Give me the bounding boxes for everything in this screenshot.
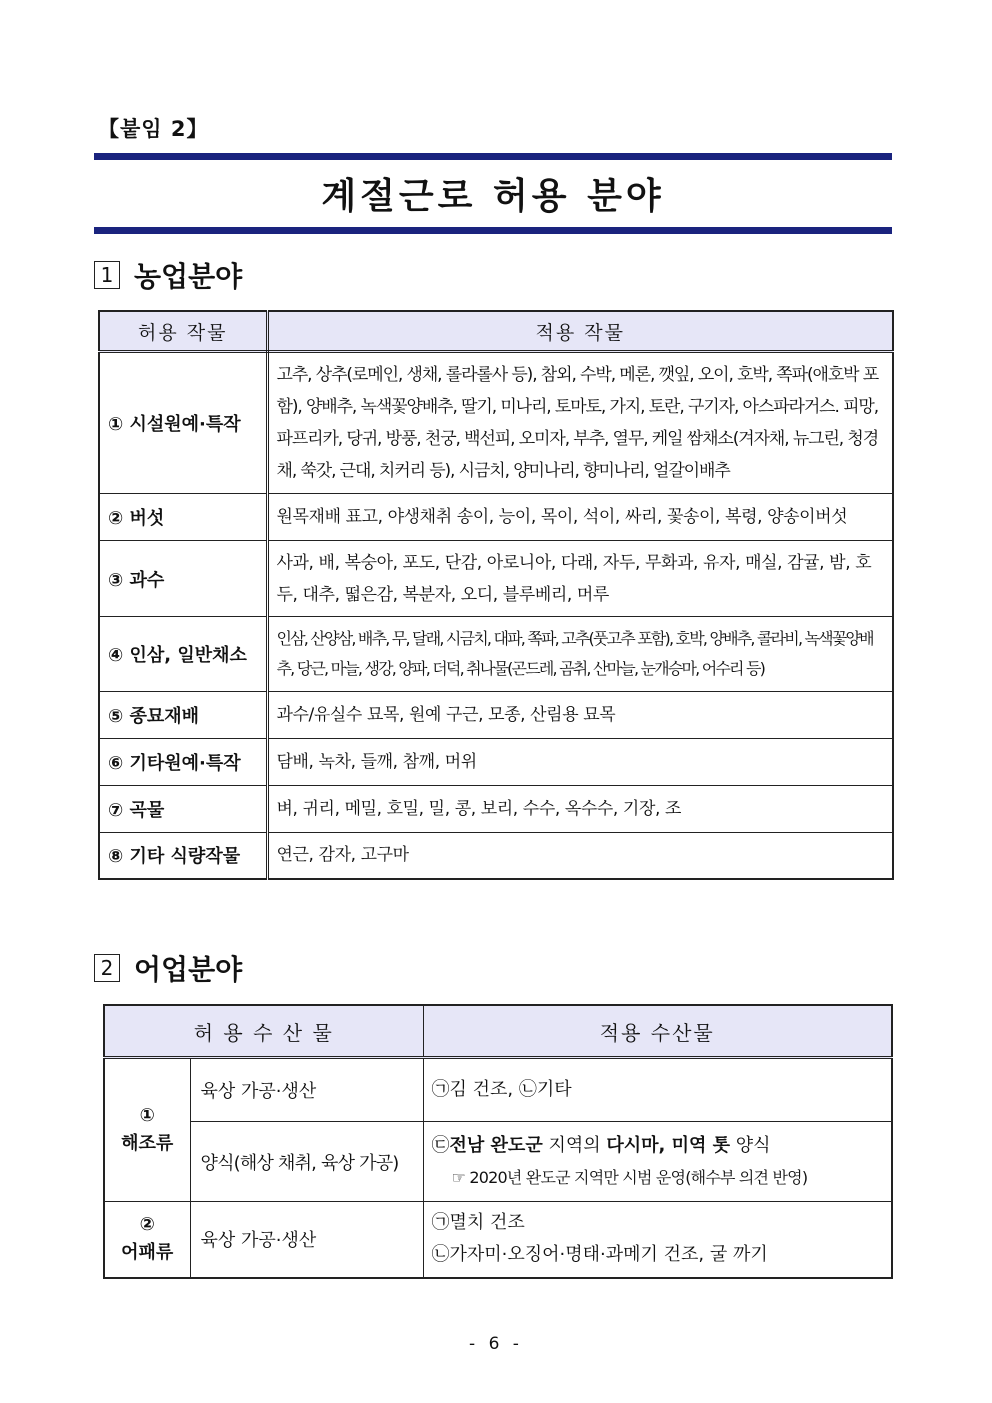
subcategory-cell: 양식(해상 채취, 육상 가공) <box>190 1122 423 1202</box>
group-cell-seaweed <box>104 1058 190 1202</box>
section-number-box: 1 <box>94 261 120 289</box>
table-row <box>99 692 893 739</box>
region-name: 전남 완도군 <box>449 1134 543 1156</box>
col-header-allowed: 허 용 수 산 물 <box>104 1005 423 1058</box>
marker: ㉢ <box>431 1134 450 1156</box>
category-cell: ① 시설원예·특작 <box>99 352 267 494</box>
crops-cell: 연근, 감자, 고구마 <box>267 833 893 879</box>
table-row <box>104 1058 892 1122</box>
table-row <box>99 617 893 692</box>
category-cell: ⑤ 종묘재배 <box>99 692 267 739</box>
section-title: 어업분야 <box>134 953 243 986</box>
table-row <box>104 1122 892 1202</box>
category-cell: ⑥ 기타원예·특작 <box>99 739 267 786</box>
text: 양식 <box>730 1134 771 1156</box>
section-number-box: 2 <box>94 954 120 982</box>
page-number: - 6 - <box>469 1334 523 1354</box>
agriculture-table <box>98 310 894 880</box>
crops-cell: 담배, 녹차, 들깨, 참깨, 머위 <box>267 739 893 786</box>
category-cell: ③ 과수 <box>99 541 267 617</box>
group-name: 해조류 <box>121 1133 174 1154</box>
table-row <box>99 541 893 617</box>
group-cell-shellfish <box>104 1202 190 1278</box>
category-cell: ② 버섯 <box>99 494 267 541</box>
attachment-label: 【붙임 2】 <box>98 117 209 141</box>
value-cell <box>423 1202 892 1278</box>
species-name: 다시마, 미역 톳 <box>606 1134 731 1156</box>
text: 지역의 <box>542 1134 607 1156</box>
category-cell: ⑦ 곡물 <box>99 786 267 833</box>
value-line: ㉡가자미·오징어·명태·과메기 건조, 굴 까기 <box>431 1244 768 1266</box>
crops-cell: 고추, 상추(로메인, 생채, 롤라롤사 등), 참외, 수박, 메론, 깻잎, 오이, 호박, 쪽파(애호박 포함), 양배추, 녹색꽃양배추, 딸기, 미나리, 토마토, 가지, 토란, 구기자, 아스파라거스. 피망, 파프리카, 당귀, 방풍, 천궁, 백선피, 오미자, 부추, 열무, 케일 쌈채소(겨자채, 뉴그린, 청경채, 쑥갓, 근대, 치커리 등), 시금치, 양미나리, 향미나리, 얼갈이배추 <box>267 352 893 494</box>
table-header-row <box>104 1005 892 1058</box>
table-row <box>99 786 893 833</box>
title-bottom-rule <box>94 227 892 234</box>
section-agriculture-heading <box>94 255 242 295</box>
subcategory-cell: 육상 가공·생산 <box>190 1058 423 1122</box>
subcategory-cell: 육상 가공·생산 <box>190 1202 423 1278</box>
crops-cell: 사과, 배, 복숭아, 포도, 단감, 아로니아, 다래, 자두, 무화과, 유자, 매실, 감귤, 밤, 호두, 대추, 떫은감, 복분자, 오디, 블루베리, 머루 <box>267 541 893 617</box>
table-row <box>99 494 893 541</box>
crops-cell: 원목재배 표고, 야생채취 송이, 능이, 목이, 석이, 싸리, 꽃송이, 복령, 양송이버섯 <box>267 494 893 541</box>
table-header-row <box>99 311 893 352</box>
col-header-allowed: 허용 작물 <box>99 311 267 352</box>
page-title: 계절근로 허용 분야 <box>321 176 665 217</box>
crops-cell: 과수/유실수 묘목, 원예 구근, 모종, 산림용 묘목 <box>267 692 893 739</box>
table-row <box>99 833 893 879</box>
aquaculture-line <box>432 1130 884 1162</box>
group-name: 어패류 <box>121 1242 174 1264</box>
pilot-note: ☞ 2020년 완도군 지역만 시범 운영(해수부 의견 반영) <box>451 1167 808 1187</box>
title-top-rule <box>94 153 892 160</box>
value-cell: ㉠김 건조, ㉡기타 <box>423 1058 892 1122</box>
group-number: ① <box>139 1105 155 1126</box>
value-cell <box>423 1122 892 1202</box>
crops-cell: 인삼, 산양삼, 배추, 무, 달래, 시금치, 대파, 쪽파, 고추(풋고추 포함), 호박, 양배추, 콜라비, 녹색꽃양배추, 당근, 마늘, 생강, 양파, 더덕, 취나물(곤드레, 곰취, 산마늘, 눈개승마, 어수리 등) <box>267 617 893 692</box>
col-header-applied: 적용 작물 <box>267 311 893 352</box>
value-line: ㉠멸치 건조 <box>431 1212 525 1234</box>
section-fishery-heading <box>94 948 242 988</box>
category-cell: ④ 인삼, 일반채소 <box>99 617 267 692</box>
category-cell: ⑧ 기타 식량작물 <box>99 833 267 879</box>
table-row <box>104 1202 892 1278</box>
fishery-table <box>103 1004 893 1279</box>
table-row <box>99 739 893 786</box>
table-row <box>99 352 893 494</box>
group-number: ② <box>139 1214 155 1236</box>
crops-cell: 벼, 귀리, 메밀, 호밀, 밀, 콩, 보리, 수수, 옥수수, 기장, 조 <box>267 786 893 833</box>
col-header-applied: 적용 수산물 <box>423 1005 892 1058</box>
section-title: 농업분야 <box>134 260 243 293</box>
